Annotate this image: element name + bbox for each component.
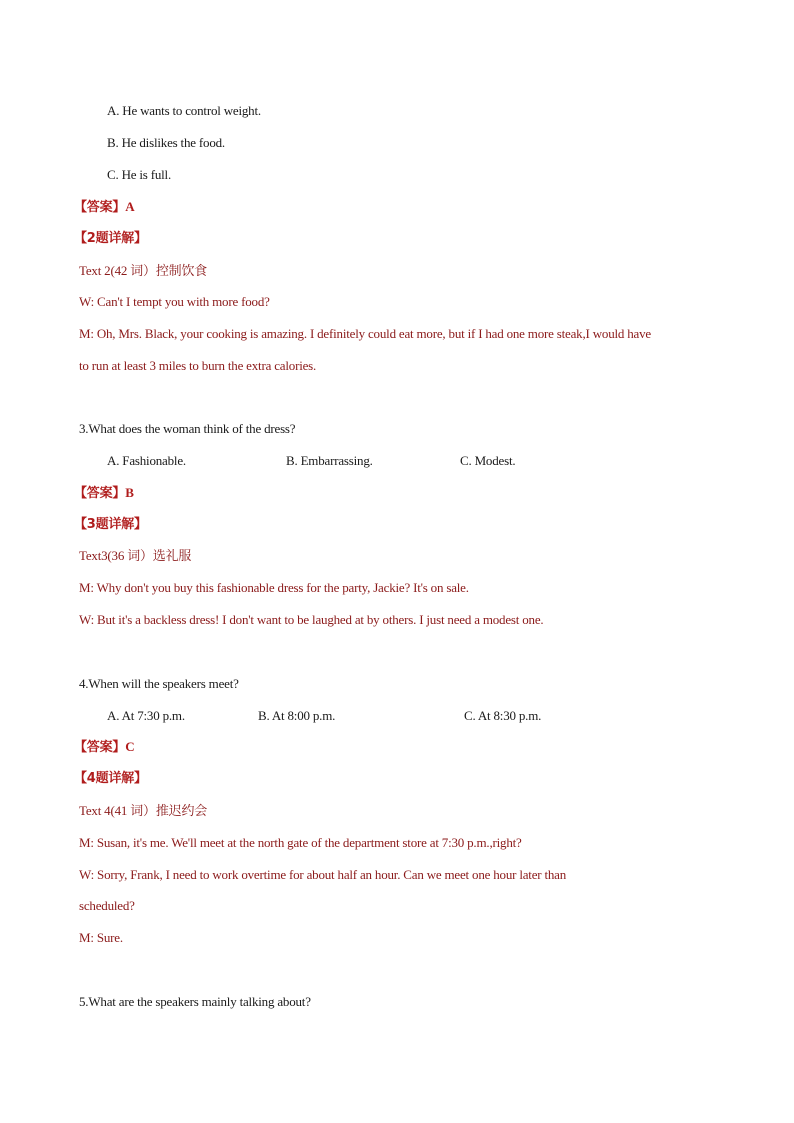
q4-detail-label: 【4题详解】 <box>74 771 147 786</box>
q3-detail-label: 【3题详解】 <box>74 517 147 532</box>
q2-text-title: Text 2(42 词）控制饮食 <box>79 263 208 278</box>
q2-detail-label: 【2题详解】 <box>74 231 147 246</box>
q4-option-b: B. At 8:00 p.m. <box>258 708 336 723</box>
q2-answer <box>74 199 134 216</box>
q4-option-a: A. At 7:30 p.m. <box>107 708 185 723</box>
q3-option-b: B. Embarrassing. <box>286 453 373 468</box>
q4-option-c: C. At 8:30 p.m. <box>464 708 542 723</box>
q3-text-title: Text3(36 词）选礼服 <box>79 548 192 563</box>
q3-option-a: A. Fashionable. <box>107 453 186 468</box>
q2-dialogue-line: M: Oh, Mrs. Black, your cooking is amazing. I definitely could eat more, but if I had one more steak,I would have <box>79 326 651 341</box>
answer-letter: B <box>125 485 134 500</box>
q4-question: 4.When will the speakers meet? <box>79 676 239 691</box>
answer-letter: C <box>125 739 135 754</box>
q3-option-c: C. Modest. <box>460 453 516 468</box>
answer-letter: A <box>125 199 135 214</box>
q4-text-title: Text 4(41 词）推迟约会 <box>79 803 208 818</box>
q4-dialogue-line: scheduled? <box>79 898 135 913</box>
q4-answer <box>74 739 134 756</box>
q3-answer <box>74 485 134 502</box>
q4-dialogue-line: M: Susan, it's me. We'll meet at the north gate of the department store at 7:30 p.m.,right? <box>79 835 522 850</box>
answer-label: 【答案】 <box>74 740 126 755</box>
q1-option-b: B. He dislikes the food. <box>107 135 225 150</box>
q4-dialogue-line: W: Sorry, Frank, I need to work overtime for about half an hour. Can we meet one hour later than <box>79 867 567 882</box>
q4-dialogue-line: M: Sure. <box>79 930 123 945</box>
q5-question: 5.What are the speakers mainly talking about? <box>79 994 311 1009</box>
q3-dialogue-line: W: But it's a backless dress! I don't want to be laughed at by others. I just need a modest one. <box>79 612 544 627</box>
q2-dialogue-line: to run at least 3 miles to burn the extra calories. <box>79 358 317 373</box>
q3-question: 3.What does the woman think of the dress? <box>79 421 296 436</box>
answer-label: 【答案】 <box>74 200 126 215</box>
q1-option-a: A. He wants to control weight. <box>107 103 261 118</box>
answer-label: 【答案】 <box>74 486 126 501</box>
q3-dialogue-line: M: Why don't you buy this fashionable dress for the party, Jackie? It's on sale. <box>79 580 469 595</box>
q1-option-c: C. He is full. <box>107 167 172 182</box>
q2-dialogue-line: W: Can't I tempt you with more food? <box>79 294 270 309</box>
